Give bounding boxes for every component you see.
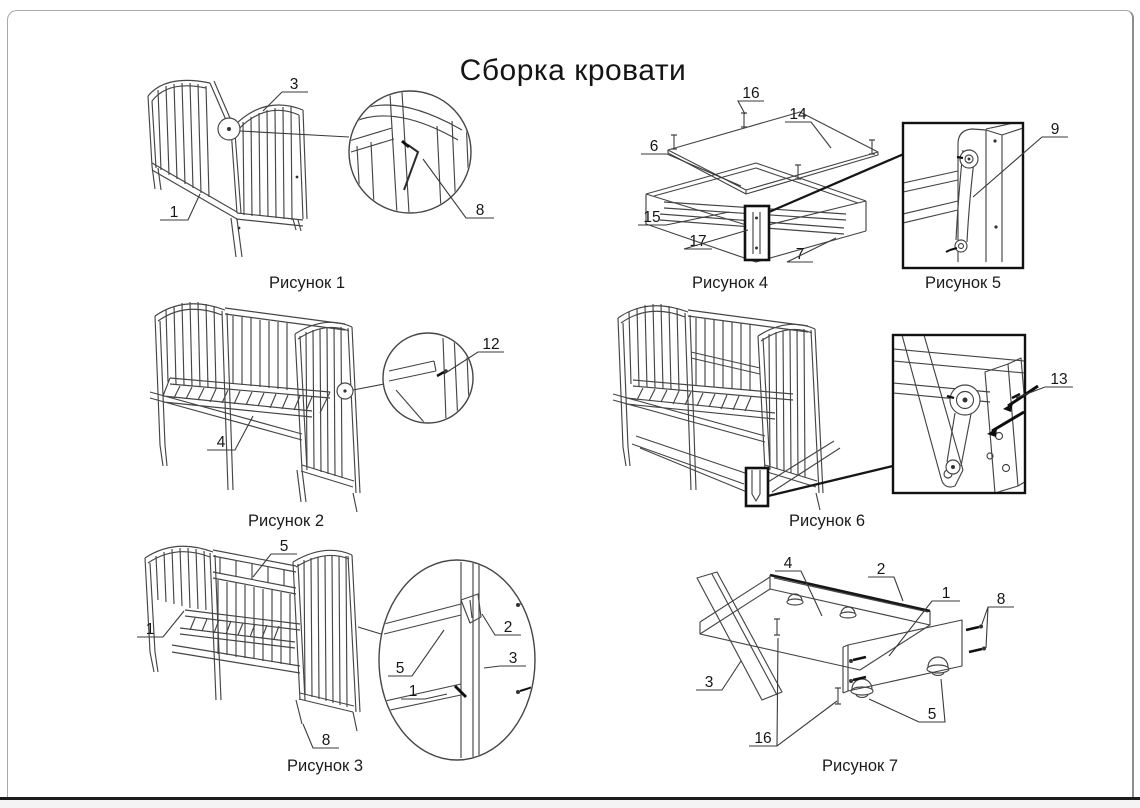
callout-16: 16 — [754, 730, 772, 747]
figure-4-callouts — [638, 85, 836, 263]
callout-8: 8 — [996, 591, 1006, 608]
callout-2: 2 — [876, 561, 886, 578]
left-panel-slats — [629, 304, 679, 391]
callout-8: 8 — [321, 732, 331, 749]
mattress-slats — [174, 386, 312, 411]
left-panel-slats — [156, 548, 206, 610]
figure-2-drawing — [130, 295, 550, 517]
callout-6: 6 — [649, 138, 659, 155]
mattress-slats — [190, 618, 279, 639]
crib-side-view — [148, 80, 307, 257]
figure-5-drawing — [898, 95, 1078, 270]
figure-2-caption: Рисунок 2 — [248, 512, 324, 530]
callout-1b: 1 — [408, 683, 418, 700]
figure-2 — [130, 295, 550, 517]
figure-1 — [115, 62, 505, 274]
left-panel-slats — [166, 302, 216, 389]
screw-icon — [966, 627, 982, 652]
callout-1: 1 — [941, 585, 951, 602]
detail-leader-line — [358, 627, 381, 634]
figure-6 — [600, 295, 1080, 513]
detail-circle — [349, 91, 471, 213]
mattress-board — [668, 112, 878, 194]
figure-7 — [640, 535, 1080, 753]
figure-1-caption: Рисунок 1 — [269, 274, 345, 292]
figure-7-callouts — [696, 555, 1014, 747]
figure-5 — [898, 95, 1078, 270]
page-title: Сборка кровати — [459, 54, 687, 87]
figure-4-caption: Рисунок 4 — [692, 274, 768, 292]
crib-with-dropside — [145, 546, 360, 731]
crib-with-mattress-base — [150, 302, 360, 512]
callout-9: 9 — [1050, 121, 1060, 138]
front-panel-detached — [843, 620, 962, 693]
callout-1: 1 — [169, 204, 179, 221]
front-slats — [218, 580, 290, 665]
detail-leader-line — [353, 384, 384, 390]
right-panel-slats — [243, 107, 292, 220]
callout-3: 3 — [508, 650, 518, 667]
figure-7-caption: Рисунок 7 — [822, 757, 898, 775]
callout-3: 3 — [289, 76, 299, 93]
corner-detail-highlight — [745, 206, 769, 260]
page-bottom-margin — [0, 800, 1140, 808]
callout-8: 8 — [475, 202, 485, 219]
callout-2: 2 — [503, 619, 513, 636]
callout-4: 4 — [216, 434, 226, 451]
callout-12: 12 — [482, 336, 500, 353]
figure-1-drawing — [115, 62, 505, 274]
figure-4 — [630, 82, 910, 268]
dowel-pins — [774, 619, 841, 704]
callout-14: 14 — [789, 106, 807, 123]
crib-with-pendulum — [613, 304, 840, 510]
figure-3-caption: Рисунок 3 — [287, 757, 363, 775]
right-panel-slats — [304, 556, 347, 707]
right-panel-slats — [306, 327, 342, 478]
callout-1: 1 — [145, 621, 155, 638]
figure-7-drawing — [640, 535, 1080, 753]
figure-3 — [125, 535, 555, 763]
callout-13: 13 — [1050, 371, 1068, 388]
callout-15: 15 — [643, 209, 661, 226]
figure-3-drawing — [125, 535, 555, 763]
figure-6-drawing — [600, 295, 1080, 513]
detail-connector-line — [769, 153, 906, 212]
callout-5b: 5 — [395, 660, 405, 677]
callout-16: 16 — [742, 85, 760, 102]
detail-circle — [383, 333, 473, 423]
left-panel-slats — [158, 83, 209, 197]
callout-3: 3 — [704, 674, 714, 691]
figure-5-caption: Рисунок 5 — [925, 274, 1001, 292]
callout-7: 7 — [795, 246, 805, 263]
figure-6-caption: Рисунок 6 — [789, 512, 865, 530]
right-panel-slats — [769, 329, 805, 477]
figure-4-drawing — [630, 82, 910, 268]
back-slats — [233, 316, 287, 390]
pendulum-base-rails — [632, 436, 840, 492]
detail-leader-line — [240, 131, 349, 137]
callout-5: 5 — [927, 706, 937, 723]
callout-17: 17 — [689, 233, 707, 250]
callout-4: 4 — [783, 555, 793, 572]
screw-icon — [520, 599, 536, 604]
callout-5: 5 — [279, 538, 289, 555]
